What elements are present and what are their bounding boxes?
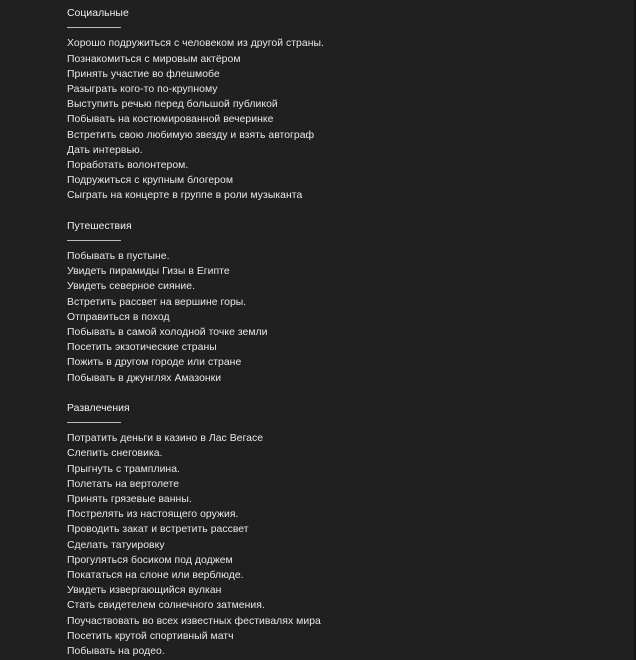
list-item: Познакомиться с мировым актёром: [67, 53, 241, 65]
section-fun: [67, 401, 627, 659]
list-item: Пожить в другом городе или стране: [67, 357, 242, 369]
heading-divider: [67, 234, 627, 249]
list-item: Побывать в джунглях Амазонки: [67, 372, 222, 384]
list-item: Потратить деньги в казино в Лас Вегасе: [67, 433, 264, 445]
list-item: Пострелять из настоящего оружия.: [67, 509, 239, 521]
list-item: Прыгнуть с трамплина.: [67, 463, 180, 475]
list-item: Разыграть кого-то по-крупному: [67, 83, 218, 95]
list-item: Принять участие во флешмобе: [67, 68, 220, 80]
list-item: Побывать на родео.: [67, 645, 165, 657]
list-item: Дать интервью.: [67, 144, 143, 156]
section-spacer: [67, 386, 627, 401]
section-spacer: [67, 203, 627, 218]
section-heading: Социальные: [67, 8, 129, 19]
list-item: Прогуляться босиком под доджем: [67, 554, 233, 566]
heading-divider: [67, 21, 627, 36]
list-item: Побывать в самой холодной точке земли: [67, 326, 268, 338]
list-item: Полетать на вертолете: [67, 478, 180, 490]
list-item: Покататься на слоне или верблюде.: [67, 569, 244, 581]
list-item: Проводить закат и встретить рассвет: [67, 524, 249, 536]
list-item: Побывать на костюмированной вечеринке: [67, 114, 274, 126]
list-item: Поработать волонтером.: [67, 159, 189, 171]
bucket-list: [67, 6, 627, 659]
section-social: [67, 6, 627, 203]
list-item: Сыграть на концерте в группе в роли музыканта: [67, 190, 303, 202]
list-item: Стать свидетелем солнечного затмения.: [67, 600, 265, 612]
list-item: Встретить рассвет на вершине горы.: [67, 296, 247, 308]
list-item: Увидеть извергающийся вулкан: [67, 585, 222, 597]
section-heading: Развлечения: [67, 402, 130, 414]
section-travel: [67, 219, 627, 386]
list-item: Отправиться в поход: [67, 311, 170, 323]
heading-divider: [67, 416, 627, 431]
list-item: Сделать татуировку: [67, 539, 165, 551]
list-item: Принять грязевые ванны.: [67, 494, 192, 505]
list-item: Хорошо подружиться с человеком из другой страны.: [67, 38, 324, 50]
list-item: Встретить свою любимую звезду и взять автограф: [67, 129, 315, 141]
list-item: Увидеть северное сияние.: [67, 281, 196, 293]
list-item: Побывать в пустыне.: [67, 251, 170, 262]
list-item: Посетить экзотические страны: [67, 342, 217, 354]
list-item: Увидеть пирамиды Гизы в Египте: [67, 266, 230, 278]
section-heading: Путешествия: [67, 220, 132, 232]
list-item: Слепить снеговика.: [67, 448, 163, 460]
list-item: Выступить речью перед большой публикой: [67, 99, 278, 111]
list-item: Посетить крутой спортивный матч: [67, 630, 234, 642]
list-item: Поучаствовать во всех известных фестивалях мира: [67, 615, 321, 627]
list-item: Подружиться с крупным блогером: [67, 175, 234, 187]
